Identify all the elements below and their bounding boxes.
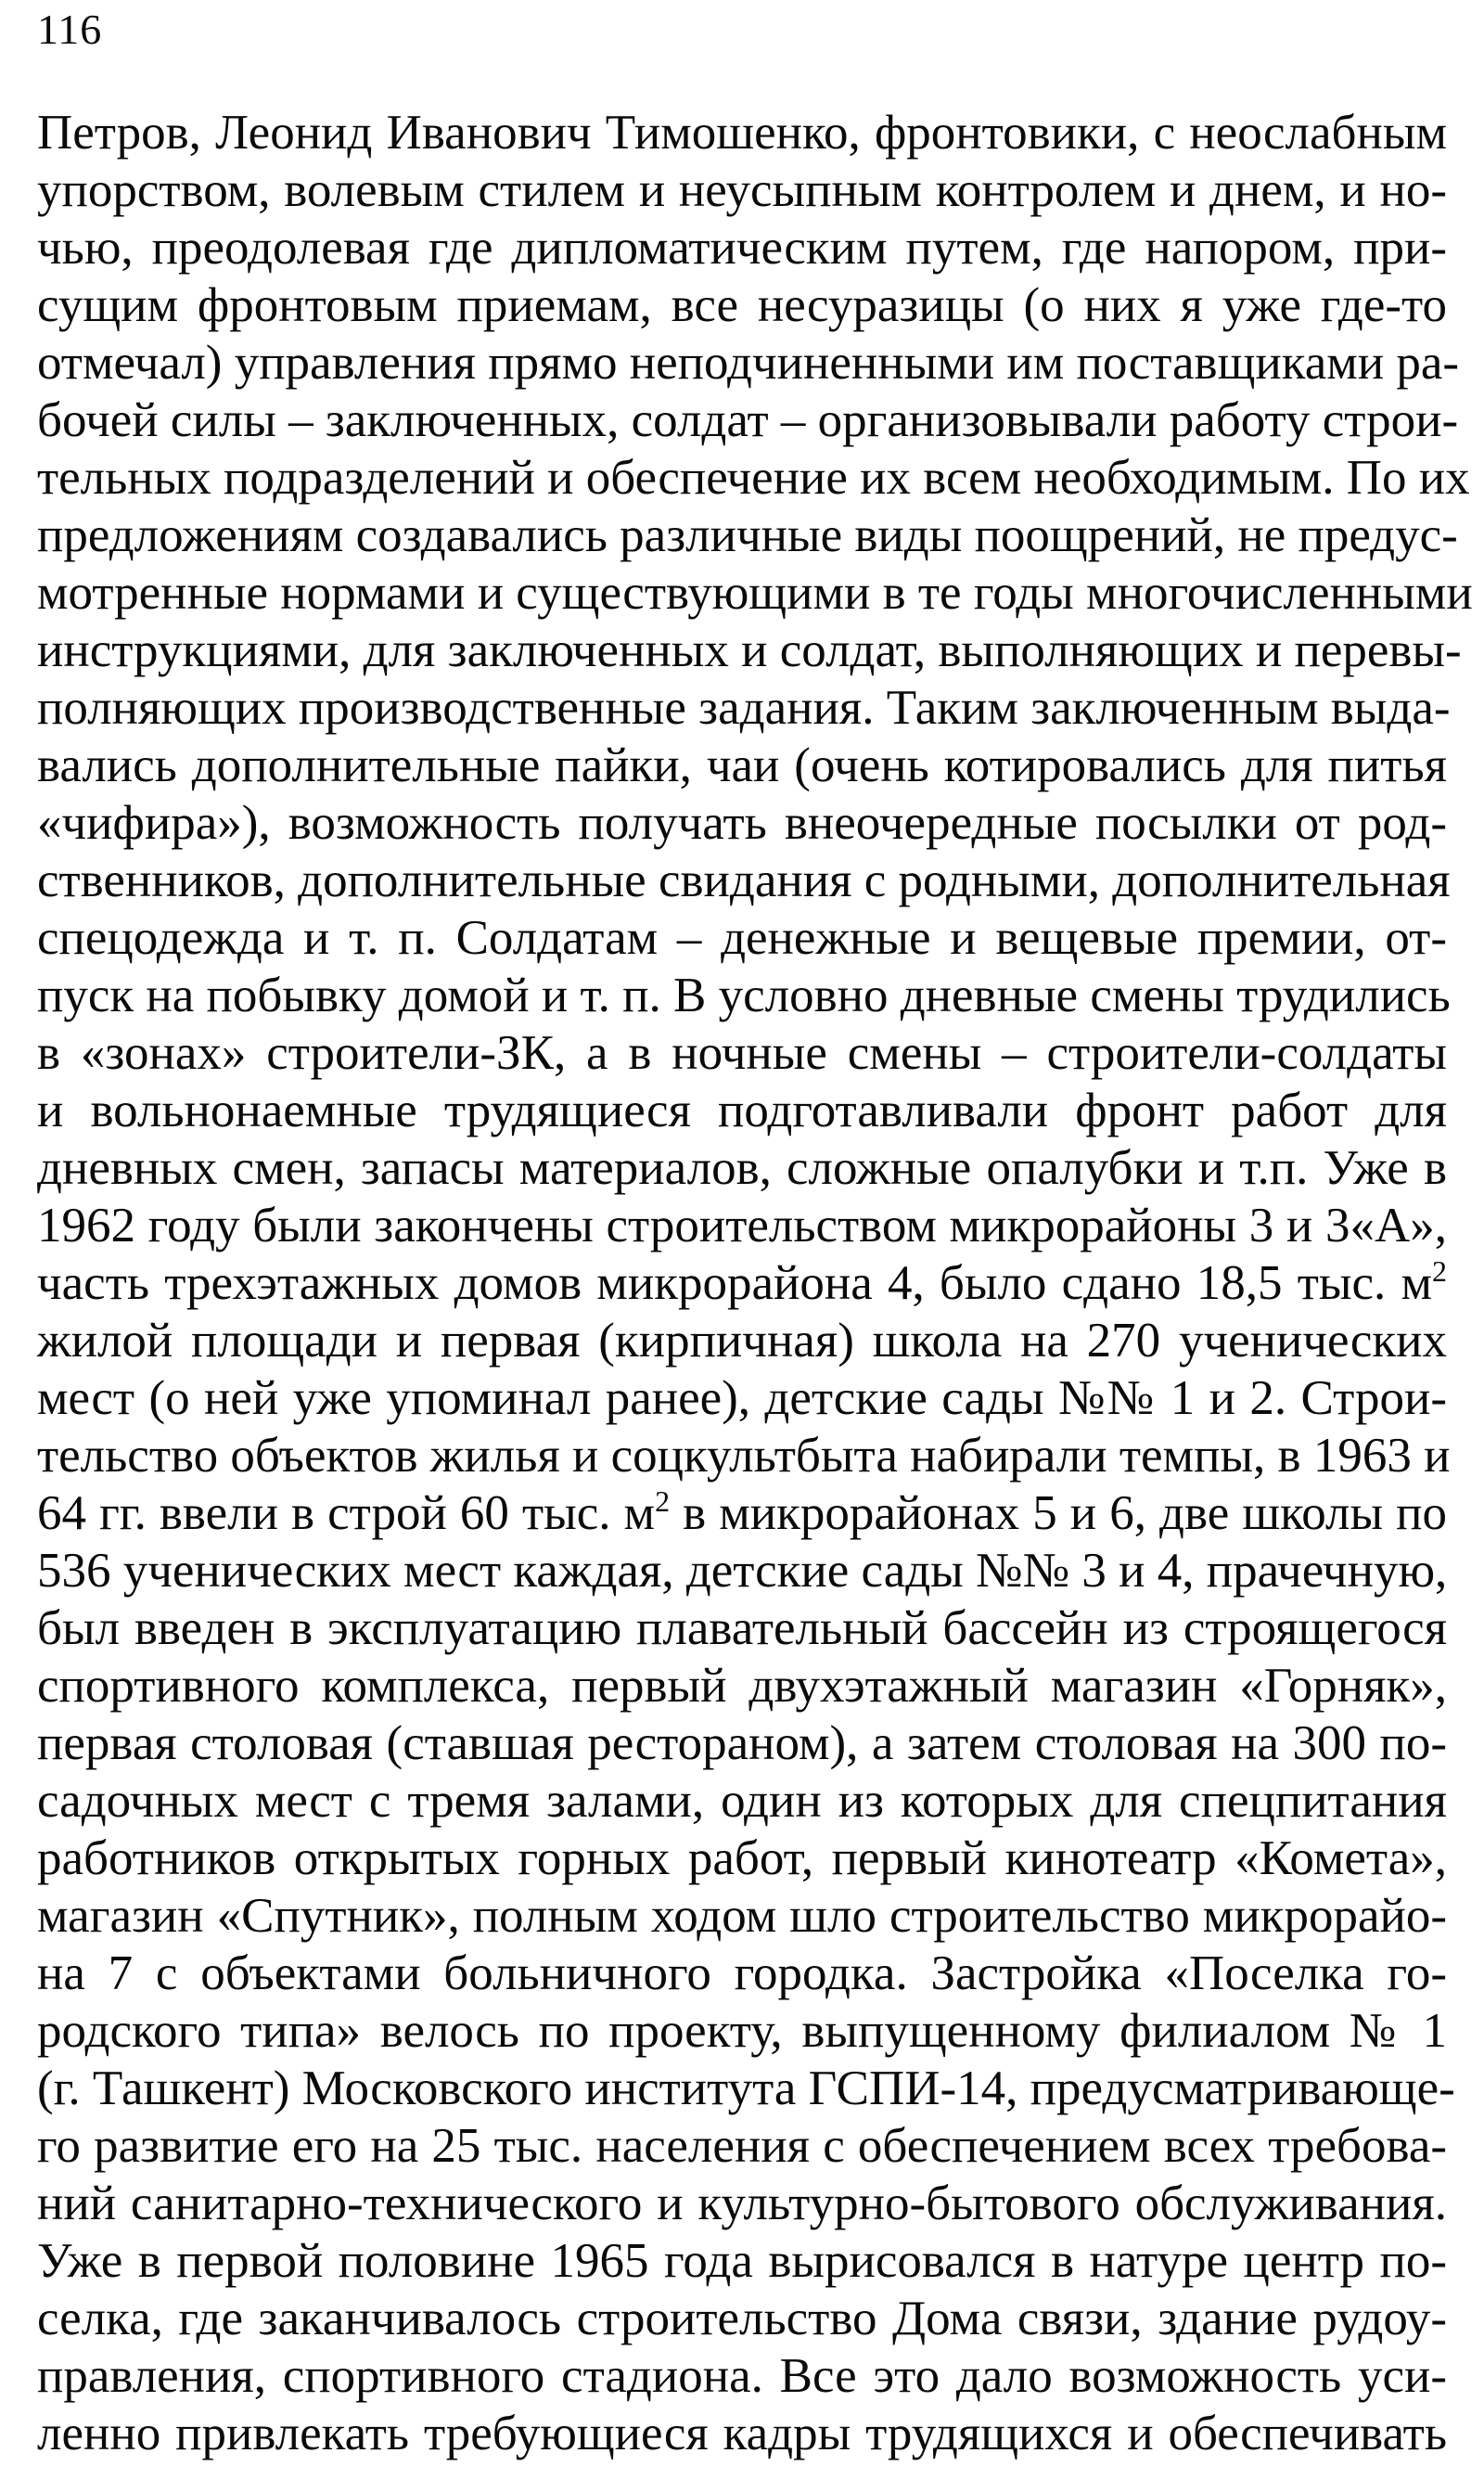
text-line: 1962 году были закончены строительством микрорайоны 3 и 3«А», [37, 1199, 1447, 1252]
text-fragment: часть трехэтажных домов микрорайона 4, было сдано 18,5 тыс. м [37, 1256, 1432, 1310]
superscript-exponent: 2 [1432, 1253, 1447, 1288]
text-line: был введен в эксплуатацию плавательный бассейн из строящегося [37, 1601, 1447, 1655]
text-line: работников открытых горных работ, первый кинотеатр «Комета», [37, 1831, 1447, 1885]
text-line: селка, где заканчивалось строительство Дома связи, здание рудоу- [37, 2292, 1447, 2345]
text-line: вались дополнительные пайки, чаи (очень котировались для питья [37, 739, 1447, 792]
text-line: спортивного комплекса, первый двухэтажный магазин «Горняк», [37, 1659, 1447, 1713]
text-line [37, 1484, 1447, 1542]
text-line: мотренные нормами и существующими в те годы многочисленными [37, 566, 1473, 620]
text-line: Петров, Леонид Иванович Тимошенко, фронтовики, с неослабным [37, 106, 1447, 160]
text-line: первая столовая (ставшая рестораном), а затем столовая на 300 по- [37, 1716, 1447, 1770]
text-line: правления, спортивного стадиона. Все это дало возможность уси- [37, 2349, 1447, 2403]
text-line: дневных смен, запасы материалов, сложные опалубки и т.п. Уже в [37, 1141, 1447, 1195]
body-text [37, 104, 1473, 2462]
text-line: жилой площади и первая (кирпичная) школа на 270 ученических [37, 1314, 1447, 1368]
text-fragment: в микрорайонах 5 и 6, две школы по [670, 1486, 1447, 1540]
superscript-exponent: 2 [655, 1483, 671, 1518]
text-line: в «зонах» строители-ЗК, а в ночные смены – строители-солдаты [37, 1026, 1447, 1080]
text-line: сущим фронтовым приемам, все несуразицы (о них я уже где-то [37, 278, 1447, 332]
text-line: тельство объектов жилья и соцкультбыта набирали темпы, в 1963 и [37, 1429, 1451, 1483]
text-line: пуск на побывку домой и т. п. В условно дневные смены трудились [37, 969, 1451, 1022]
text-line: ленно привлекать требующиеся кадры трудящихся и обеспечивать [37, 2407, 1447, 2460]
text-line: чью, преодолевая где дипломатическим путем, где напором, при- [37, 221, 1447, 275]
text-line: спецодежда и т. п. Солдатам – денежные и вещевые премии, от- [37, 911, 1447, 965]
text-line: (г. Ташкент) Московского института ГСПИ-14, предусматривающе- [37, 2061, 1455, 2115]
text-line: «чифира»), возможность получать внеочередные посылки от род- [37, 796, 1447, 850]
text-line: предложениям создавались различные виды поощрений, не предус- [37, 508, 1458, 562]
text-line: мест (о ней уже упоминал ранее), детские сады №№ 1 и 2. Строи- [37, 1371, 1447, 1425]
text-line: на 7 с объектами больничного городка. Застройка «Поселка го- [37, 1946, 1447, 2000]
text-line [37, 1254, 1447, 1312]
text-line: инструкциями, для заключенных и солдат, выполняющих и перевы- [37, 623, 1462, 677]
text-line: го развитие его на 25 тыс. населения с обеспечением всех требова- [37, 2119, 1447, 2173]
text-line: ний санитарно-технического и культурно-бытового обслуживания. [37, 2177, 1447, 2230]
text-line: тельных подразделений и обеспечение их всем необходимым. По их [37, 451, 1470, 505]
text-line: магазин «Спутник», полным ходом шло строительство микрорайо- [37, 1889, 1447, 1943]
text-line: бочей силы – заключенных, солдат – организовывали работу строи- [37, 393, 1459, 447]
text-line: Уже в первой половине 1965 года вырисовался в натуре центр по- [37, 2234, 1447, 2288]
text-line: 536 ученических мест каждая, детские сады №№ 3 и 4, прачечную, [37, 1544, 1448, 1598]
text-line: ственников, дополнительные свидания с родными, дополнительная [37, 854, 1451, 907]
text-line: отмечал) управления прямо неподчиненными им поставщиками ра- [37, 336, 1460, 390]
text-line: садочных мест с тремя залами, один из которых для спецпитания [37, 1774, 1447, 1828]
text-line: полняющих производственные задания. Таким заключенным выда- [37, 681, 1451, 735]
text-line: упорством, волевым стилем и неусыпным контролем и днем, и но- [37, 163, 1447, 217]
text-line: родского типа» велось по проекту, выпущенному филиалом № 1 [37, 2004, 1447, 2058]
text-fragment: 64 гг. ввели в строй 60 тыс. м [37, 1486, 656, 1540]
page-number: 116 [37, 6, 103, 53]
text-line: и вольнонаемные трудящиеся подготавливали фронт работ для [37, 1084, 1447, 1137]
